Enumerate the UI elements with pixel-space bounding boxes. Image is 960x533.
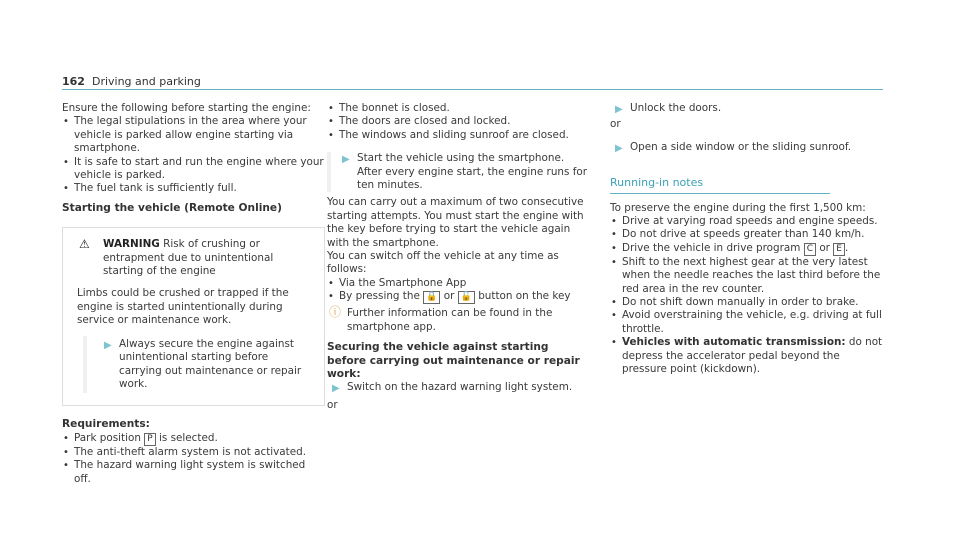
req-park-prefix: Park position bbox=[74, 431, 141, 444]
list-item: • Do not drive at speeds greater than 140 km/h. bbox=[610, 228, 886, 241]
warning-box bbox=[62, 227, 325, 406]
column-1 bbox=[62, 102, 325, 486]
step-arrow-icon: ▶ bbox=[615, 142, 623, 154]
step-arrow-icon: ▶ bbox=[342, 154, 350, 166]
unlock-key-icon: 🔓 bbox=[458, 291, 475, 304]
warning-title bbox=[77, 238, 312, 278]
step-arrow-icon: ▶ bbox=[104, 339, 112, 351]
button-suffix: button on the key bbox=[478, 290, 571, 303]
drive-program-prefix: Drive the vehicle in drive program bbox=[622, 241, 801, 254]
page-number: 162 bbox=[62, 75, 85, 88]
start-step-text: Start the vehicle using the smartphone. bbox=[357, 152, 565, 165]
drive-program-end: . bbox=[844, 241, 849, 254]
window-step-text: Open a side window or the sliding sunroof. bbox=[630, 140, 852, 153]
warning-title-text: Risk of crushing or entrapment due to unintentional starting of the engine bbox=[103, 238, 274, 278]
info-note bbox=[327, 307, 589, 334]
warning-step-text: Always secure the engine against unintentional starting before carrying out maintenance or repair work. bbox=[119, 337, 302, 390]
list-item: • Avoid overstraining the vehicle, e.g. driving at full throttle. bbox=[610, 309, 886, 336]
running-in-intro: To preserve the engine during the first 1,500 km: bbox=[610, 201, 866, 214]
button-prefix: By pressing the bbox=[339, 290, 420, 303]
header-rule bbox=[62, 89, 883, 90]
attempts-text: You can carry out a maximum of two consecutive starting attempts. You must start the engine with the key before trying to start the vehicle again with the smartphone. bbox=[327, 196, 584, 249]
hazard-step-text: Switch on the hazard warning light system. bbox=[347, 381, 573, 394]
list-item: • Drive at varying road speeds and engine speeds. bbox=[610, 215, 886, 228]
list-item: • Shift to the next highest gear at the very latest when the needle reaches the last third before the red area in the rev counter. bbox=[610, 256, 886, 296]
req-park-suffix: is selected. bbox=[158, 431, 218, 444]
switch-off-options bbox=[327, 277, 589, 304]
list-item: • It is safe to start and run the engine where your vehicle is parked. bbox=[62, 156, 325, 183]
list-item: • Via the Smartphone App bbox=[327, 277, 589, 290]
closure-list bbox=[327, 102, 589, 142]
list-item: • The doors are closed and locked. bbox=[327, 115, 589, 128]
lock-key-icon: 🔒 bbox=[423, 291, 440, 304]
list-item: • The hazard warning light system is switched off. bbox=[62, 459, 325, 486]
drive-program-c-symbol: C bbox=[804, 243, 816, 256]
automatic-label: Vehicles with automatic transmission: bbox=[622, 336, 846, 349]
unlock-step-text: Unlock the doors. bbox=[630, 102, 722, 114]
requirements-label: Requirements: bbox=[62, 418, 150, 431]
warning-triangle-icon: ⚠ bbox=[79, 237, 90, 252]
list-item: • The bonnet is closed. bbox=[327, 102, 589, 115]
column-2 bbox=[327, 102, 589, 412]
section-rule bbox=[610, 193, 830, 194]
section-name: Driving and parking bbox=[91, 75, 201, 88]
drive-program-e-symbol: E bbox=[833, 243, 845, 256]
or-text: or bbox=[610, 118, 621, 131]
switch-off-text: You can switch off the vehicle at any time as follows: bbox=[327, 250, 559, 276]
automatic-text: do not depress the accelerator pedal beyond the pressure point (kickdown). bbox=[622, 336, 883, 376]
list-item bbox=[62, 432, 325, 446]
list-item bbox=[610, 336, 886, 376]
start-step bbox=[337, 152, 589, 192]
warning-body: Limbs could be crushed or trapped if the engine is started unintentionally during service or maintenance work. bbox=[77, 287, 289, 327]
page-header bbox=[62, 75, 201, 88]
list-item: • The fuel tank is sufficiently full. bbox=[62, 182, 325, 195]
section-heading: Starting the vehicle (Remote Online) bbox=[62, 201, 282, 214]
info-icon: ⓘ bbox=[329, 305, 342, 320]
info-note-text: Further information can be found in the smartphone app. bbox=[347, 307, 553, 333]
hazard-step bbox=[327, 381, 589, 394]
park-key-symbol: P bbox=[144, 433, 155, 446]
running-in-list bbox=[610, 215, 886, 376]
section-title: Running-in notes bbox=[610, 176, 704, 190]
list-item bbox=[610, 242, 886, 256]
step-arrow-icon: ▶ bbox=[332, 383, 340, 395]
unlock-step bbox=[610, 102, 886, 115]
warning-step-inset bbox=[83, 336, 312, 394]
securing-heading: Securing the vehicle against starting before carrying out maintenance or repair work: bbox=[327, 341, 580, 380]
list-item: • Do not shift down manually in order to brake. bbox=[610, 296, 886, 309]
conditions-list bbox=[62, 115, 325, 195]
step-arrow-icon: ▶ bbox=[615, 104, 623, 115]
start-step-result: After every engine start, the engine runs for ten minutes. bbox=[357, 165, 588, 192]
list-item: • The windows and sliding sunroof are closed. bbox=[327, 129, 589, 142]
list-item: • The legal stipulations in the area where your vehicle is parked allow engine starting via smartphone. bbox=[62, 115, 325, 155]
requirements-list bbox=[62, 432, 325, 486]
list-item: • The anti-theft alarm system is not activated. bbox=[62, 446, 325, 459]
warning-label: WARNING bbox=[103, 238, 160, 251]
intro-text: Ensure the following before starting the engine: bbox=[62, 102, 311, 114]
start-step-inset bbox=[327, 152, 589, 192]
drive-program-or: or bbox=[819, 241, 830, 254]
button-or: or bbox=[443, 290, 455, 303]
warning-step bbox=[99, 338, 312, 392]
window-step bbox=[610, 141, 886, 154]
column-3 bbox=[610, 102, 886, 377]
or-text: or bbox=[327, 398, 338, 411]
list-item bbox=[327, 290, 589, 304]
running-in-section bbox=[610, 176, 886, 193]
